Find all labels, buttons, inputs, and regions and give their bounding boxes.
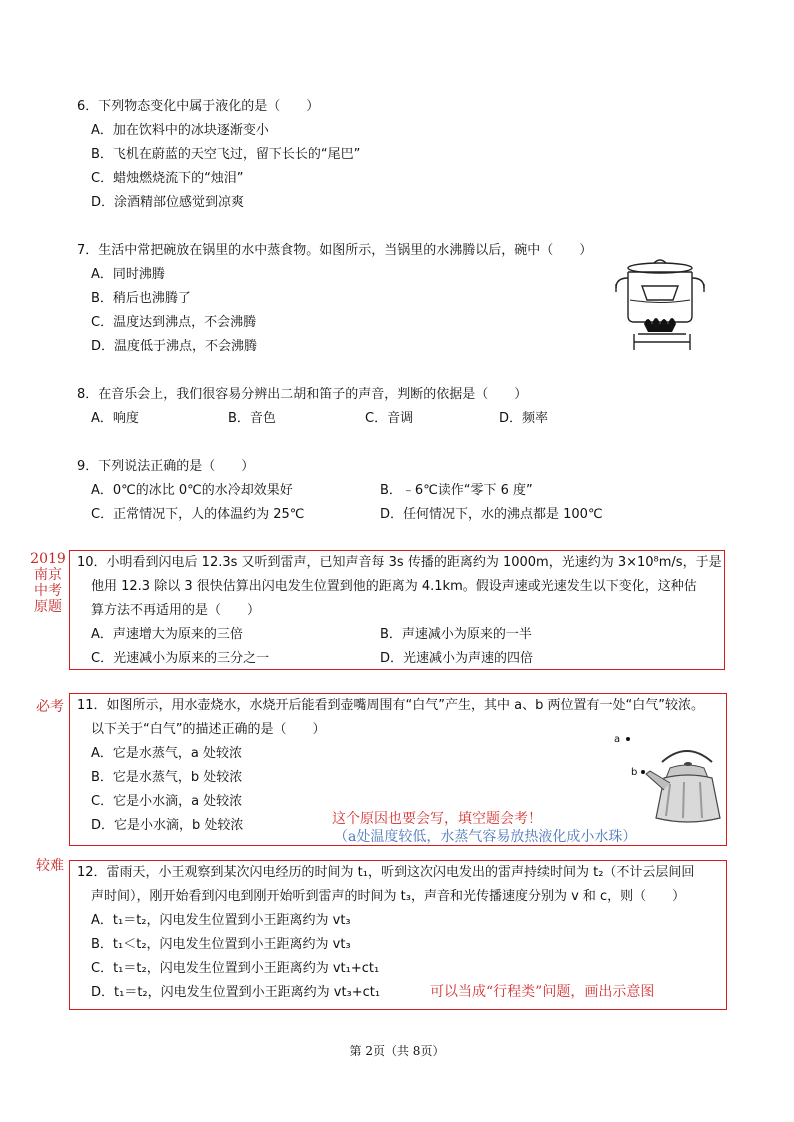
q9-option-c: C．正常情况下，人的体温约为 25℃ bbox=[91, 507, 305, 522]
q8-option-a: A．响度 bbox=[91, 411, 139, 426]
q11-stem-line2: 以下关于“白气”的描述正确的是（ ） bbox=[91, 722, 326, 737]
kettle-figure bbox=[618, 734, 728, 826]
q9-option-d: D．任何情况下，水的沸点都是 100℃ bbox=[380, 507, 603, 522]
q7-option-c: C．温度达到沸点，不会沸腾 bbox=[91, 315, 257, 330]
q9-option-b: B．﹣6℃读作“零下 6 度” bbox=[380, 483, 533, 498]
q10-option-d: D．光速减小为声速的四倍 bbox=[380, 651, 534, 666]
q11-required-tag: 必考 bbox=[36, 699, 64, 715]
q12-stem-line2: 声时间），刚开始看到闪电到刚开始听到雷声的时间为 t₃，声音和光传播速度分别为 v 和 c，则（ ） bbox=[91, 889, 686, 904]
page-number-footer: 第 2页（共 8页） bbox=[349, 1044, 445, 1058]
q7-option-d: D．温度低于沸点，不会沸腾 bbox=[91, 339, 258, 354]
q10-option-c: C．光速减小为原来的三分之一 bbox=[91, 651, 270, 666]
q6-option-a: A．加在饮料中的冰块逐渐变小 bbox=[91, 123, 269, 138]
q12-red-note: 可以当成“行程类”问题，画出示意图 bbox=[430, 984, 655, 1000]
q12-option-a: A．t₁＝t₂，闪电发生位置到小王距离约为 vt₃ bbox=[91, 913, 351, 928]
q10-stem-line3: 算方法不再适用的是（ ） bbox=[91, 603, 261, 618]
q8-stem: 8．在音乐会上，我们很容易分辨出二胡和笛子的声音，判断的依据是（ ） bbox=[77, 387, 528, 402]
kettle-label-a: a bbox=[614, 734, 621, 745]
q11-option-c: C．它是小水滴，a 处较浓 bbox=[91, 794, 243, 809]
steaming-pot-figure bbox=[608, 256, 718, 352]
q11-option-a: A．它是水蒸气，a 处较浓 bbox=[91, 746, 242, 761]
kettle-label-b: b bbox=[631, 767, 638, 778]
q12-option-b: B．t₁＜t₂，闪电发生位置到小王距离约为 vt₃ bbox=[91, 937, 351, 952]
q11-blue-note: （a处温度较低，水蒸气容易放热液化成小水珠） bbox=[334, 829, 637, 845]
q12-option-c: C．t₁＝t₂，闪电发生位置到小王距离约为 vt₁+ct₁ bbox=[91, 961, 380, 976]
q11-stem-line1: 11．如图所示，用水壶烧水，水烧开后能看到壶嘴周围有“白气”产生，其中 a、b 两位置有一处“白气”较浓。 bbox=[77, 698, 704, 713]
q11-option-d: D．它是小水滴，b 处较浓 bbox=[91, 818, 244, 833]
q12-option-d: D．t₁＝t₂，闪电发生位置到小王距离约为 vt₃+ct₁ bbox=[91, 985, 381, 1000]
q10-stem-line2: 他用 12.3 除以 3 很快估算出闪电发生位置到他的距离为 4.1km。假设声速或光速发生以下变化，这种估 bbox=[91, 579, 697, 594]
q7-option-a: A．同时沸腾 bbox=[91, 267, 165, 282]
q9-option-a: A．0℃的冰比 0℃的水冷却效果好 bbox=[91, 483, 293, 498]
q7-option-b: B．稍后也沸腾了 bbox=[91, 291, 191, 306]
q8-option-c: C．音调 bbox=[365, 411, 414, 426]
q10-option-b: B．声速减小为原来的一半 bbox=[380, 627, 532, 642]
q10-stem-line1: 10．小明看到闪电后 12.3s 又听到雷声，已知声音每 3s 传播的距离约为 1000m，光速约为 3×10⁸m/s，于是 bbox=[77, 555, 722, 570]
q10-option-a: A．声速增大为原来的三倍 bbox=[91, 627, 243, 642]
q6-option-d: D．涂酒精部位感觉到凉爽 bbox=[91, 195, 245, 210]
q6-stem: 6．下列物态变化中属于液化的是（ ） bbox=[77, 99, 320, 114]
q9-stem: 9．下列说法正确的是（ ） bbox=[77, 459, 255, 474]
q7-stem: 7．生活中常把碗放在锅里的水中蒸食物。如图所示，当锅里的水沸腾以后，碗中（ ） bbox=[77, 243, 593, 258]
q11-option-b: B．它是水蒸气，b 处较浓 bbox=[91, 770, 243, 785]
q6-option-c: C．蜡烛燃烧流下的“烛泪” bbox=[91, 171, 244, 186]
q12-difficulty-tag: 较难 bbox=[36, 858, 64, 874]
q8-option-b: B．音色 bbox=[228, 411, 276, 426]
q10-source-tag: 2019 南京 中考 原题 bbox=[30, 551, 66, 615]
q6-option-b: B．飞机在蔚蓝的天空飞过，留下长长的“尾巴” bbox=[91, 147, 361, 162]
q11-red-note: 这个原因也要会写，填空题会考！ bbox=[332, 811, 542, 827]
q8-option-d: D．频率 bbox=[499, 411, 549, 426]
q12-stem-line1: 12．雷雨天，小王观察到某次闪电经历的时间为 t₁，听到这次闪电发出的雷声持续时间为 t₂（不计云层间回 bbox=[77, 865, 695, 880]
